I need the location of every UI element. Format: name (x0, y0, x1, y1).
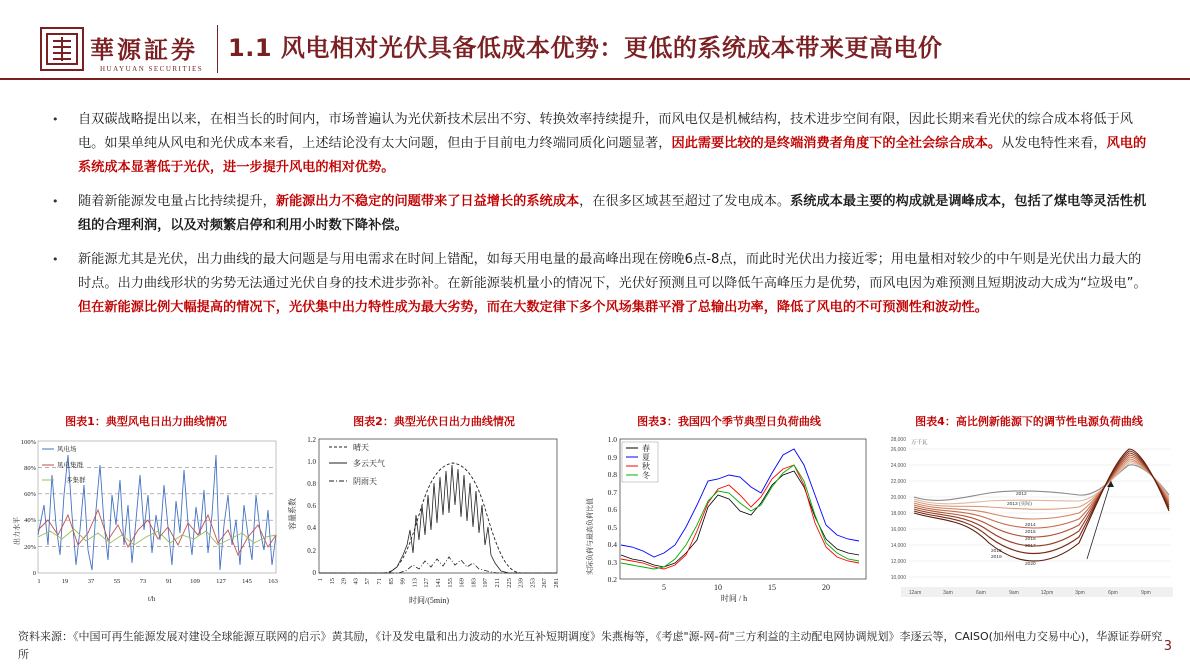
fig4-xtick: 6pm (1108, 590, 1118, 596)
fig2-ytick: 0.6 (307, 502, 316, 510)
figure-2-chart (289, 435, 579, 605)
fig1-xlabel: t/h (148, 595, 156, 603)
fig4-year-label: 2013 (实际) (1007, 502, 1032, 507)
fig4-xtick: 9pm (1141, 590, 1151, 596)
fig2-xtick: 267 (541, 578, 549, 588)
header-separator (217, 25, 218, 73)
figure-3 (584, 415, 874, 605)
fig4-ytick: 20,000 (890, 495, 906, 501)
fig1-xtick: 163 (268, 578, 278, 585)
fig1-xtick: 91 (165, 578, 173, 585)
fig4-xtick: 9am (1009, 590, 1019, 596)
fig2-xlabel: 时间/(5min) (409, 596, 449, 605)
fig2-legend-label: 多云天气 (353, 459, 385, 468)
fig4-xtick: 3am (943, 590, 953, 596)
fig2-ylabel: 容量系数 (288, 498, 297, 530)
fig2-xtick: 15 (328, 578, 336, 585)
fig1-ytick: 20% (24, 544, 36, 551)
fig2-xtick: 225 (505, 578, 513, 588)
fig4-ytick: 26,000 (890, 447, 906, 453)
fig1-series-wind-cluster (38, 510, 276, 555)
fig3-series-spring (621, 471, 859, 567)
fig4-year-label: 2015 (1025, 530, 1036, 535)
fig4-axis-band (901, 587, 1173, 597)
fig4-year-label: 2014 (1025, 523, 1036, 528)
fig1-xtick: 1 (37, 578, 41, 585)
fig3-ylabel: 实际负荷与最高负荷比值 (586, 498, 594, 575)
fig4-ytick: 10,000 (890, 575, 906, 581)
fig2-legend-label: 晴天 (353, 443, 369, 452)
fig4-year-label: 2017 (1025, 544, 1036, 549)
figure-3-title: 图表3：我国四个季节典型日负荷曲线 (637, 415, 821, 428)
fig2-xtick: 141 (435, 578, 442, 588)
figure-4 (879, 415, 1179, 605)
fig4-xtick: 12am (908, 590, 922, 596)
fig2-xtick: 99 (399, 578, 407, 585)
bullet-text: 新能源尤其是光伏，出力曲线的最大问题是与用电需求在时间上错配，如每天用电量的最高峰出现在傍晚6点-8点，而此时光伏出力接近零；用电量相对较少的中午则是光伏出力最大的时点。出力曲线形状的劣势无法通过光伏自身的技术进步弥补。在新能源装机量小的情况下，光伏好预测且可以降低午高峰压力是优势，而风电因为难预测且短期波动大成为“垃圾电”。 (78, 252, 1147, 291)
fig2-xtick: 1 (317, 578, 324, 582)
fig2-xtick: 29 (340, 578, 348, 585)
fig3-ytick: 0.8 (607, 470, 617, 479)
figure-1 (8, 415, 284, 605)
fig2-xtick: 197 (482, 578, 490, 588)
fig2-xtick: 113 (411, 578, 419, 588)
fig1-xtick: 37 (87, 578, 95, 585)
fig4-year-label: 2018 (991, 549, 1002, 554)
fig3-legend-label: 夏 (642, 453, 650, 462)
page-title: 1.1 风电相对光伏具备低成本优势：更低的系统成本带来更高电价 (228, 34, 943, 62)
fig2-xtick: 253 (529, 578, 537, 588)
fig2-xtick: 281 (553, 578, 560, 588)
fig3-legend-label: 秋 (642, 462, 650, 471)
fig1-ytick: 0 (32, 570, 36, 577)
figure-4-title: 图表4：高比例新能源下的调节性电源负荷曲线 (915, 415, 1143, 428)
fig4-unit: 万千瓦 (911, 440, 928, 446)
bullet-text: ，在很多区域甚至超过了发电成本。 (579, 194, 791, 209)
bullet-item (48, 248, 1148, 320)
figure-1-chart (8, 435, 284, 605)
logo-chinese: 華源証券 (90, 35, 198, 64)
fig1-ytick: 80% (24, 465, 36, 472)
fig4-ytick: 28,000 (890, 437, 906, 443)
header (0, 0, 1190, 80)
fig4-year-label: 2020 (1025, 562, 1036, 567)
figure-2 (289, 415, 579, 605)
fig3-ytick: 0.9 (607, 453, 617, 462)
bullet-highlight: 但在新能源比例大幅提高的情况下，光伏集中出力特性成为最大劣势，而在大数定律下多个风场集群平滑了总输出功率，降低了风电的不可预测性和波动性。 (78, 300, 988, 315)
fig4-xtick: 3pm (1075, 590, 1085, 596)
fig4-year-label: 2016 (1025, 537, 1036, 542)
fig3-legend-label: 冬 (642, 471, 650, 480)
fig2-xtick-group (317, 577, 560, 588)
header-rule (0, 78, 1190, 80)
logo-english: HUAYUAN SECURITIES (100, 65, 204, 73)
bullet-text: 自双碳战略提出以来，在相当长的时间内，市场普遍认为光伏新技术层出不穷、转换效率持续提升，而风电仅是机械结构，技术进步空间有限，因此长期来看光伏的综合成本将低于风电。如果单纯从风电和光伏成本来看，上述结论没有太大问题，但由于目前电力终端同质化问题显著， (78, 112, 1133, 151)
fig2-xtick: 211 (494, 578, 501, 588)
source-note: 资料来源：《中国可再生能源发展对建设全球能源互联网的启示》黄其励，《计及发电量和出力波动的水光互补短期调度》朱燕梅等，《考虑"源-网-荷"三方利益的主动配电网协调规划》李逐云等，CAISO(加州电力交易中心)，华源证券研究所 (18, 630, 1163, 661)
bullet-text: 从发电特性来看， (1001, 136, 1107, 151)
fig2-ytick: 0.8 (307, 480, 316, 488)
figure-3-chart (584, 435, 874, 605)
fig1-xtick: 109 (190, 578, 200, 585)
fig2-xtick: 43 (352, 578, 360, 585)
fig2-legend-label: 阴雨天 (353, 477, 377, 486)
fig4-ytick: 18,000 (890, 511, 906, 517)
fig1-ytick: 100% (20, 439, 36, 446)
figure-1-title: 图表1：典型风电日出力曲线情况 (65, 415, 227, 428)
bullet-item (48, 108, 1148, 180)
fig3-xlabel: 时间 / h (720, 594, 748, 603)
fig2-xtick: 155 (446, 578, 454, 588)
fig3-ytick: 0.6 (607, 505, 617, 514)
fig4-xtick: 6am (976, 590, 986, 596)
figure-2-title: 图表2：典型光伏日出力曲线情况 (353, 415, 515, 428)
fig2-ytick: 1.0 (307, 458, 316, 466)
fig1-series-wind-farm (38, 455, 276, 570)
bullet-highlight: 风电的系统成本显著低于光伏，进一步提升风电的相对优势。 (78, 136, 1147, 175)
fig2-xtick: 85 (387, 578, 395, 585)
fig3-xtick: 5 (662, 583, 666, 592)
bullet-list (48, 108, 1148, 330)
bullet-highlight: 因此需要比较的是终端消费者角度下的全社会综合成本。 (671, 136, 1002, 151)
fig2-xtick: 239 (517, 578, 525, 588)
fig1-legend-label: 风电场 (57, 446, 77, 453)
fig4-ytick: 22,000 (890, 479, 906, 485)
fig3-ytick: 1.0 (607, 435, 617, 444)
fig2-ytick: 0.2 (307, 547, 316, 555)
page-number: 3 (1163, 639, 1172, 654)
fig3-xtick: 10 (714, 583, 722, 592)
fig2-xtick: 57 (364, 578, 372, 585)
fig3-legend-label: 春 (642, 444, 650, 453)
fig2-xtick: 127 (423, 578, 431, 588)
fig4-ytick: 14,000 (890, 543, 906, 549)
fig2-ytick: 0 (312, 569, 316, 577)
fig3-ytick: 0.7 (607, 488, 617, 497)
fig3-ytick: 0.4 (607, 540, 617, 549)
fig1-plot-frame (38, 441, 276, 573)
fig1-ytick: 40% (24, 517, 36, 524)
fig2-series-rainy (319, 557, 557, 573)
figure-row (8, 415, 1180, 605)
fig1-legend-label: 多集群 (66, 477, 86, 484)
fig3-xtick: 20 (822, 583, 830, 592)
fig4-ytick: 12,000 (890, 559, 906, 565)
fig2-xtick: 169 (458, 578, 466, 588)
bullet-item (48, 190, 1148, 238)
fig2-ytick: 1.2 (307, 436, 316, 444)
fig3-ytick: 0.5 (607, 523, 617, 532)
fig4-ytick: 24,000 (890, 463, 906, 469)
fig3-ytick: 0.2 (607, 575, 617, 584)
figure-4-chart (879, 435, 1179, 605)
fig3-xtick: 15 (768, 583, 776, 592)
fig1-ylabel: 出力水平 (13, 517, 21, 545)
bullet-highlight: 新能源出力不稳定的问题带来了日益增长的系统成本 (275, 194, 580, 209)
fig4-year-label: 2019 (991, 555, 1002, 560)
fig2-ytick: 0.4 (307, 524, 316, 532)
bullet-text: 随着新能源发电量占比持续提升， (78, 194, 276, 209)
bullet-bold: 系统成本最主要的构成就是调峰成本，包括了煤电等灵活性机组的合理利润，以及对频繁启停和利用小时数下降补偿。 (78, 194, 1147, 233)
fig1-xtick: 127 (216, 578, 226, 585)
fig4-year-label: 2012 (1016, 492, 1027, 497)
fig1-xtick: 73 (139, 578, 147, 585)
fig2-xtick: 71 (376, 578, 383, 585)
fig3-ytick: 0.3 (607, 558, 617, 567)
fig4-xtick: 12pm (1040, 590, 1054, 596)
fig1-ytick: 60% (24, 491, 36, 498)
fig2-xtick: 183 (470, 578, 478, 588)
fig1-xtick: 19 (61, 578, 69, 585)
fig1-xtick: 55 (113, 578, 121, 585)
fig1-xtick: 145 (242, 578, 252, 585)
fig1-legend-label: 风电集群 (57, 462, 83, 469)
logo-icon (40, 27, 84, 71)
fig4-ytick: 16,000 (890, 527, 906, 533)
